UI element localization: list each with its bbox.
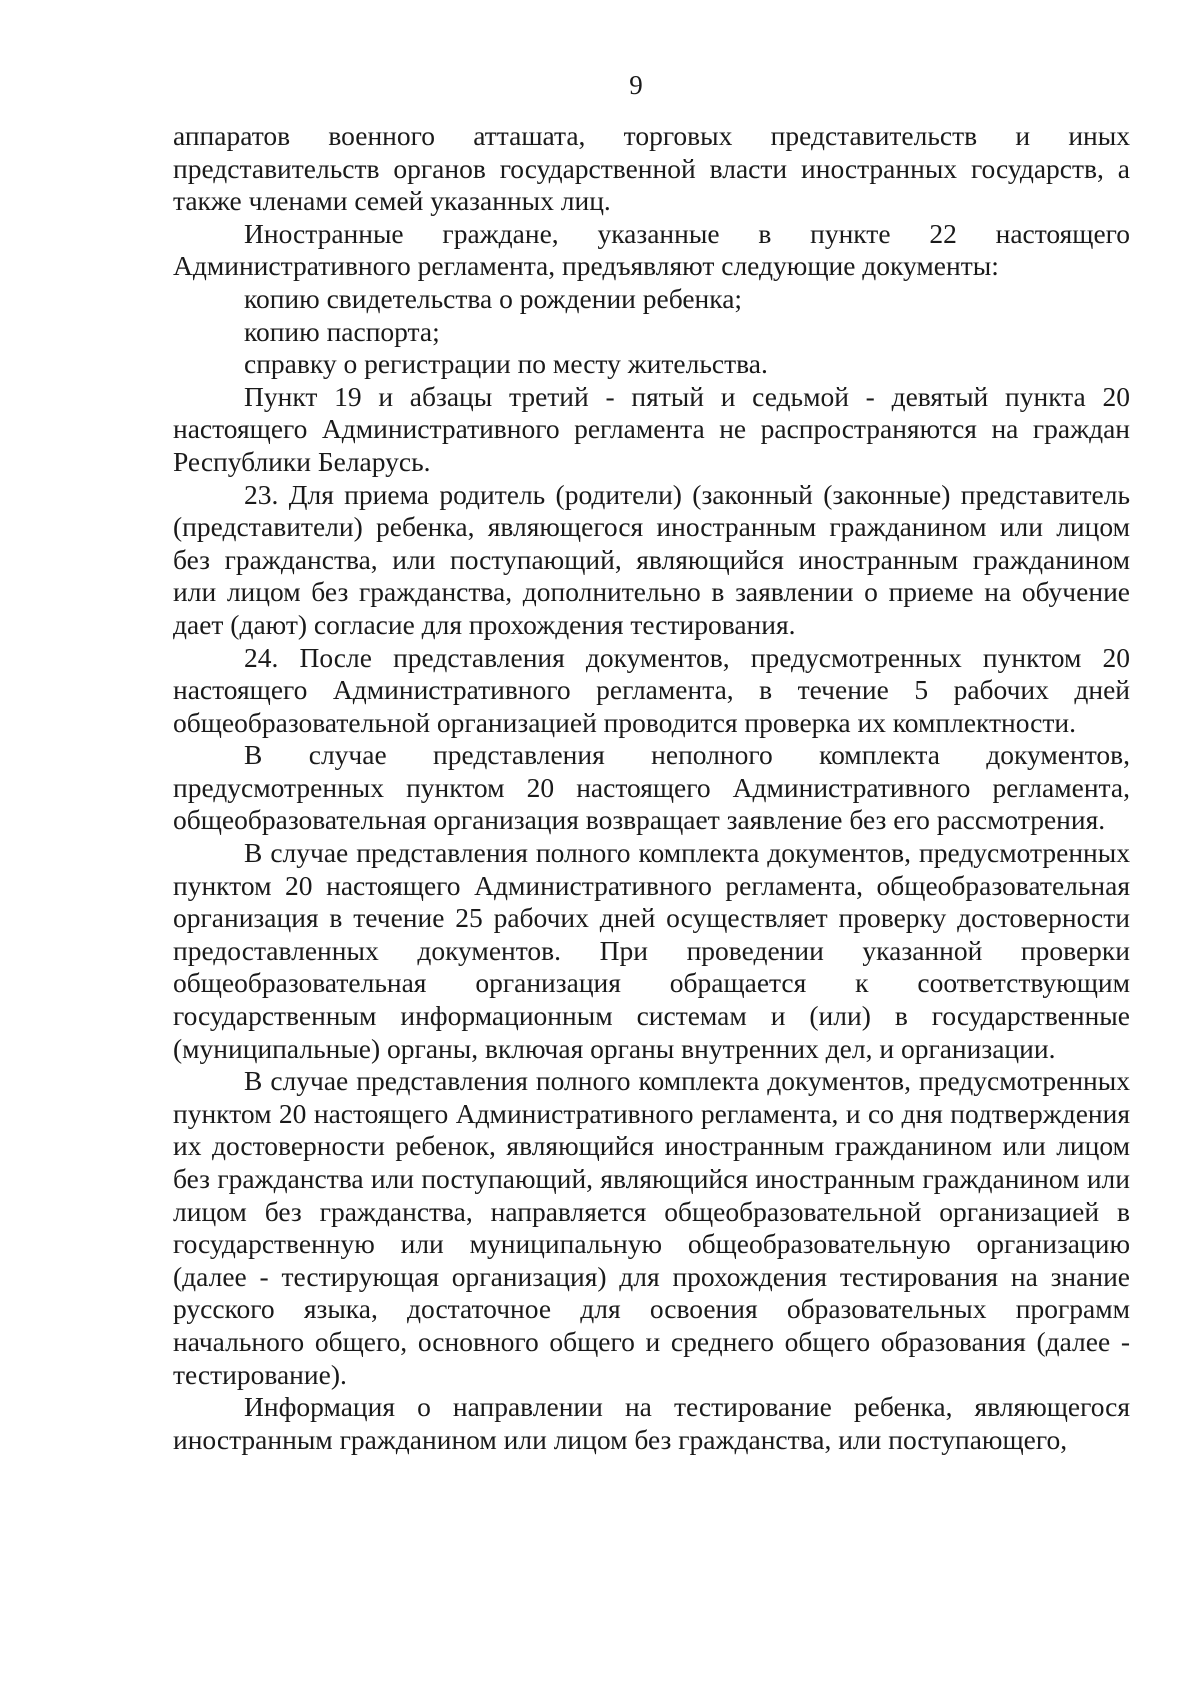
paragraph-testing-information: Информация о направлении на тестирование ребенка, являющегося иностранным гражданином или лицом без гражданства, или поступающего,: [173, 1391, 1130, 1455]
paragraph-foreign-citizens: Иностранные граждане, указанные в пункте 22 настоящего Административного регламента, предъявляют следующие документы:: [173, 217, 1130, 282]
paragraph-clause-23: 23. Для приема родитель (родители) (законный (законные) представитель (представители) ребенка, являющегося иностранным гражданином или лицом без гражданства, или поступающий, являющийся иностранным гражданином или лицом без гражданства, дополнительно в заявлении о приеме на обучение дает (дают) согласие для прохождения тестирования.: [173, 478, 1130, 640]
page-number: 9: [629, 70, 643, 100]
list-item-birth-certificate: копию свидетельства о рождении ребенка;: [244, 282, 743, 314]
list-item-passport: копию паспорта;: [244, 315, 440, 347]
list-item-registration: справку о регистрации по месту жительства.: [244, 348, 768, 380]
paragraph-clause-24: 24. После представления документов, предусмотренных пунктом 20 настоящего Административного регламента, в течение 5 рабочих дней общеобразовательной организацией проводится проверка их комплектности.: [173, 641, 1130, 738]
document-body: [173, 120, 1130, 1456]
paragraph-belarus-exception: Пункт 19 и абзацы третий - пятый и седьмой - девятый пункта 20 настоящего Административного регламента не распространяются на граждан Республики Беларусь.: [173, 380, 1130, 477]
paragraph-incomplete-set: В случае представления неполного комплекта документов, предусмотренных пунктом 20 настоящего Административного регламента, общеобразовательная организация возвращает заявление без его рассмотрения.: [173, 739, 1130, 836]
paragraph-testing-referral: В случае представления полного комплекта документов, предусмотренных пунктом 20 настоящего Административного регламента, и со дня подтверждения их достоверности ребенок, являющийся иностранным гражданином или лицом без гражданства или поступающий, являющийся иностранным гражданином или лицом без гражданства, направляется общеобразовательной организацией в государственную или муниципальную общеобразовательную организацию (далее - тестирующая организация) для прохождения тестирования на знание русского языка, достаточное для освоения образовательных программ начального общего, основного общего и среднего общего образования (далее - тестирование).: [173, 1065, 1130, 1390]
paragraph-continuation: аппаратов военного атташата, торговых представительств и иных представительств органов государственной власти иностранных государств, а также членами семей указанных лиц.: [173, 120, 1130, 217]
paragraph-complete-set-verification: В случае представления полного комплекта документов, предусмотренных пунктом 20 настоящего Административного регламента, общеобразовательная организация в течение 25 рабочих дней осуществляет проверку достоверности предоставленных документов. При проведении указанной проверки общеобразовательная организация обращается к соответствующим государственным информационным системам и (или) в государственные (муниципальные) органы, включая органы внутренних дел, и организации.: [173, 837, 1130, 1064]
